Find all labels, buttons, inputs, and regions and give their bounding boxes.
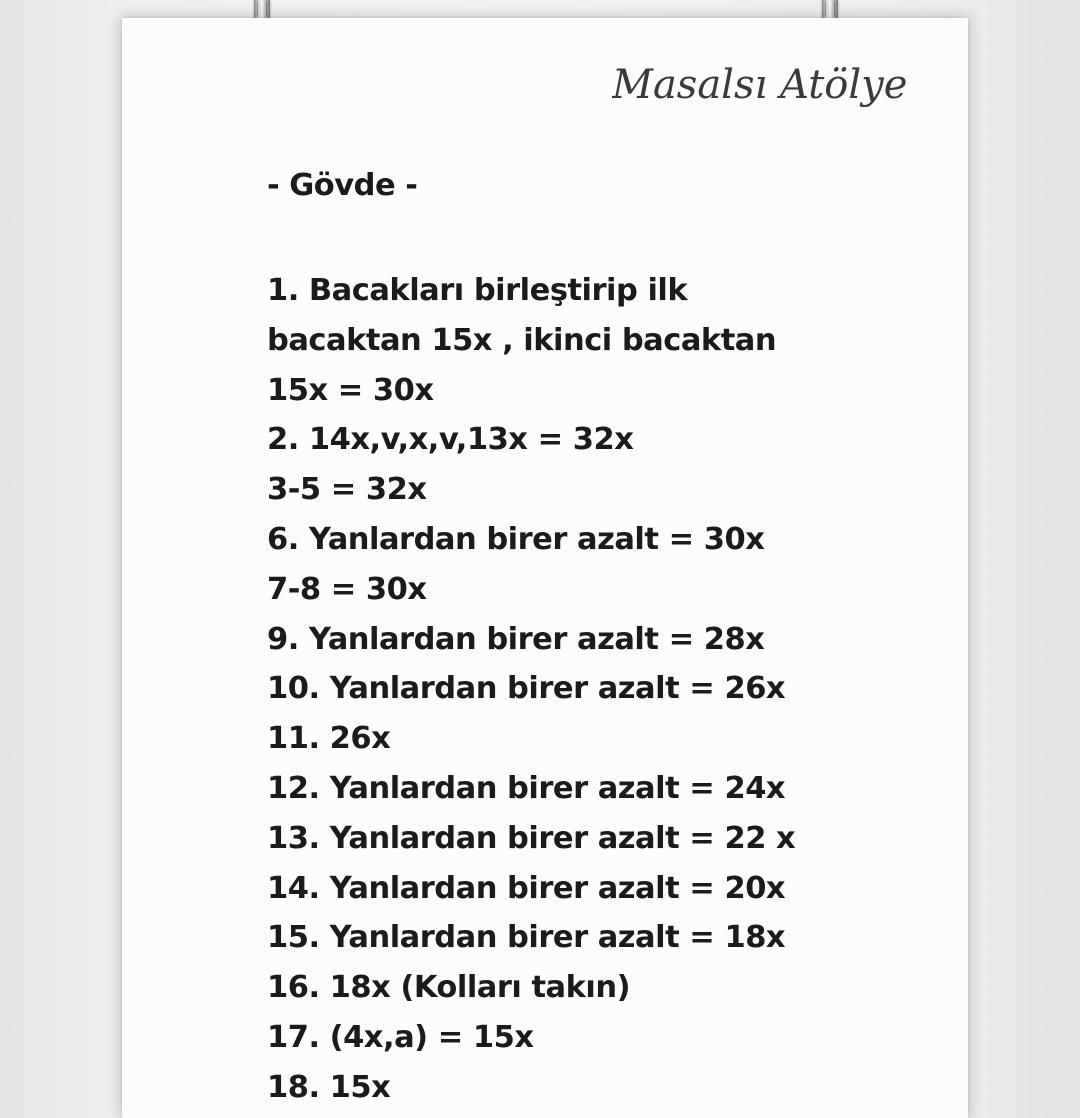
instruction-line: 18. 15x: [267, 1069, 391, 1105]
section-spacer: [267, 206, 947, 266]
instruction-line: 13. Yanlardan birer azalt = 22 x: [267, 820, 796, 856]
hanging-clip-right: [822, 0, 838, 20]
instruction-line: 12. Yanlardan birer azalt = 24x: [267, 770, 786, 806]
instruction-line: 17. (4x,a) = 15x: [267, 1019, 534, 1055]
instruction-line: 15x = 30x: [267, 372, 434, 408]
section-title: - Gövde -: [267, 168, 418, 203]
instruction-line: 16. 18x (Kolları takın): [267, 970, 631, 1006]
brand-logo-text: Masalsı Atölye: [612, 62, 908, 108]
instruction-line: bacaktan 15x , ikinci bacaktan: [267, 322, 777, 358]
hanging-clip-left: [254, 0, 270, 20]
instruction-line: 2. 14x,v,x,v,13x = 32x: [267, 422, 634, 458]
pattern-content: [267, 166, 947, 1113]
instruction-line: 11. 26x: [267, 721, 391, 757]
paper-sheet: [122, 18, 968, 1118]
instruction-line: 1. Bacakları birleştirip ilk: [267, 273, 688, 308]
instruction-line: 14. Yanlardan birer azalt = 20x: [267, 870, 786, 906]
instruction-line: 15. Yanlardan birer azalt = 18x: [267, 920, 786, 956]
instruction-line: 9. Yanlardan birer azalt = 28x: [267, 621, 765, 657]
instruction-line: 7-8 = 30x: [267, 571, 427, 607]
instruction-line: 6. Yanlardan birer azalt = 30x: [267, 521, 765, 557]
brand-logo: [612, 50, 912, 120]
instruction-line: 10. Yanlardan birer azalt = 26x: [267, 671, 786, 707]
instruction-list: [267, 266, 947, 1113]
instruction-line: 3-5 = 32x: [267, 472, 427, 508]
